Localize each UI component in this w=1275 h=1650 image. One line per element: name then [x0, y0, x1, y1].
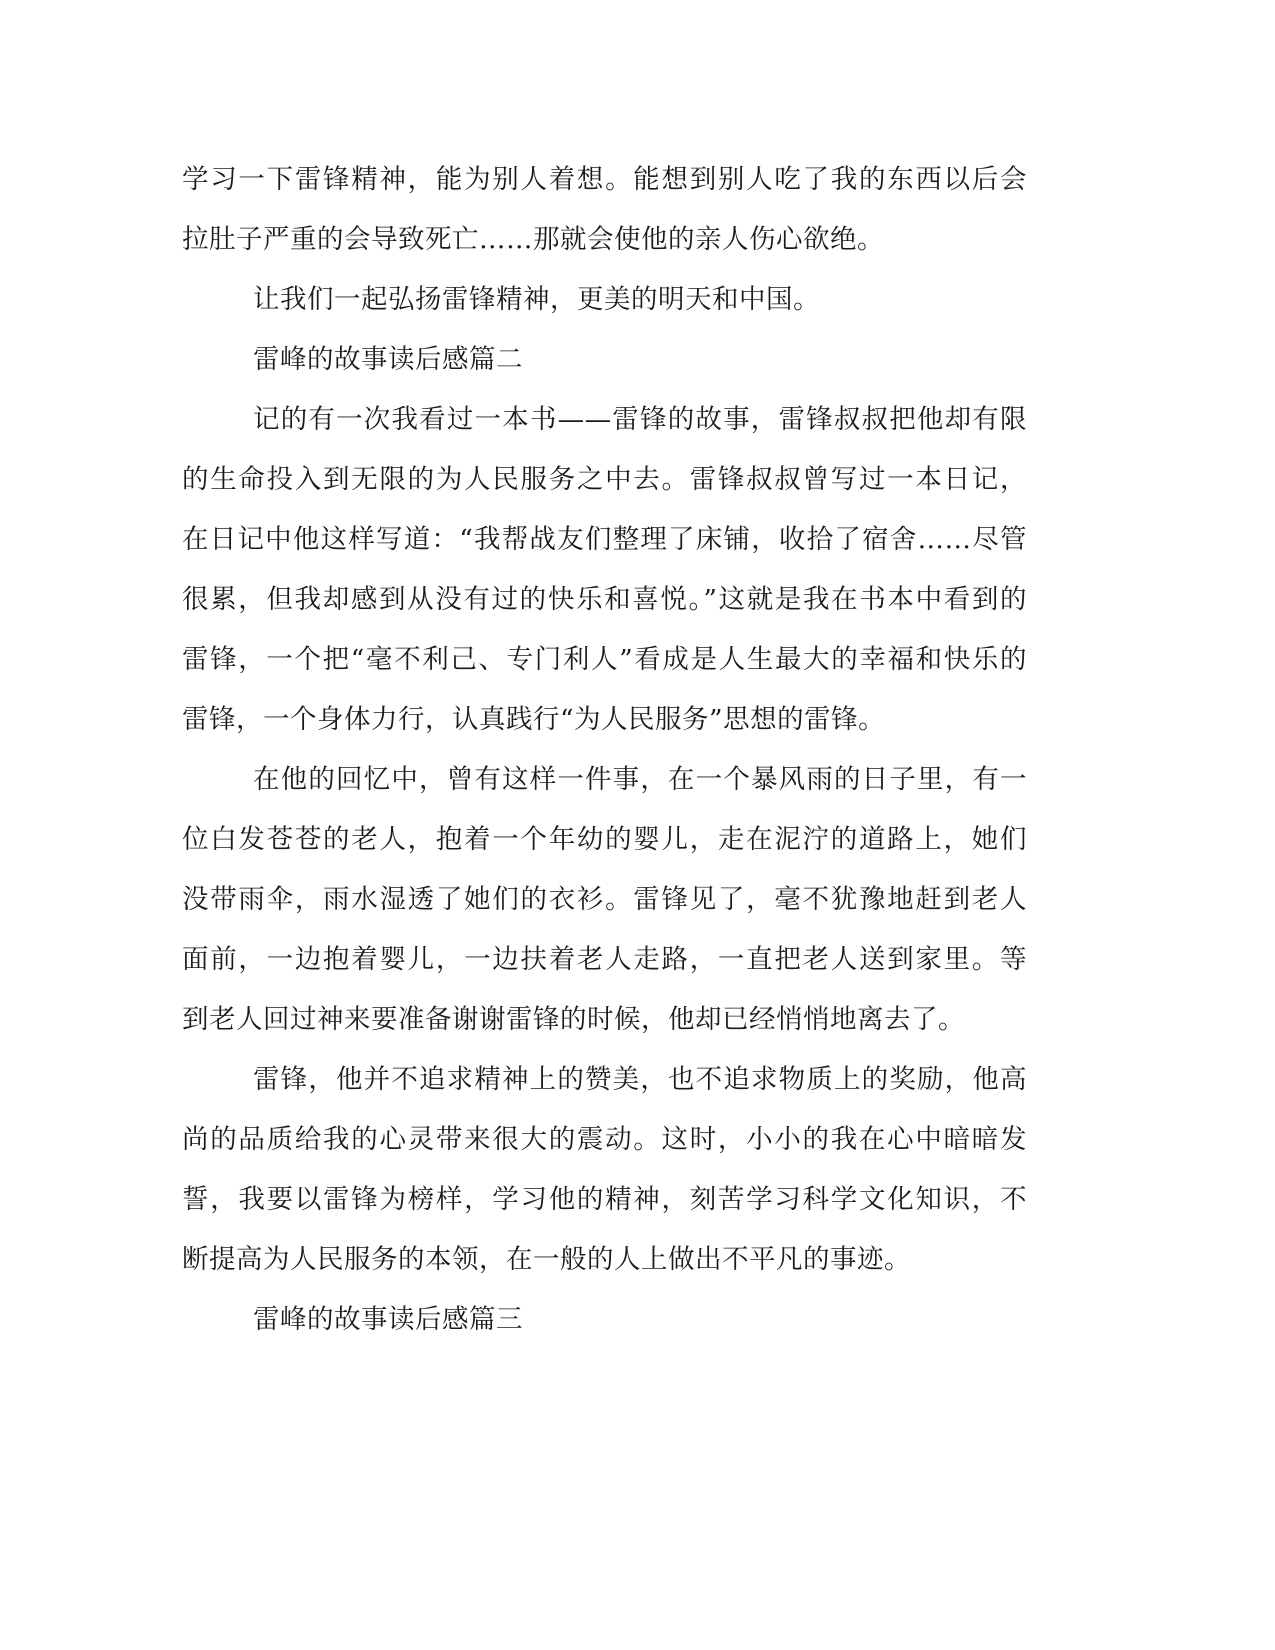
- text-line: 面前，一边抱着婴儿，一边扶着老人走路，一直把老人送到家里。等: [182, 944, 1027, 975]
- text-line: 断提高为人民服务的本领，在一般的人上做出不平凡的事迹。: [182, 1244, 911, 1275]
- heading-text: 雷峰的故事读后感篇二: [253, 344, 523, 375]
- text-line: 誓，我要以雷锋为榜样，学习他的精神，刻苦学习科学文化知识，不: [182, 1184, 1027, 1215]
- text-line: 雷锋，一个把“毫不利己、专门利人”看成是人生最大的幸福和快乐的: [182, 644, 1027, 675]
- paragraph-continuation: [182, 150, 1027, 270]
- text-line: 到老人回过神来要准备谢谢雷锋的时候，他却已经悄悄地离去了。: [182, 1004, 965, 1035]
- paragraph-book-memory: [182, 390, 1027, 750]
- text-line: 的生命投入到无限的为人民服务之中去。雷锋叔叔曾写过一本日记，: [182, 464, 1027, 495]
- text-line: 在他的回忆中，曾有这样一件事，在一个暴风雨的日子里，有一: [253, 764, 1027, 795]
- text-line: 尚的品质给我的心灵带来很大的震动。这时，小小的我在心中暗暗发: [182, 1124, 1027, 1155]
- text-line: 拉肚子严重的会导致死亡……那就会使他的亲人伤心欲绝。: [182, 224, 884, 255]
- document-body: [182, 150, 1027, 1350]
- paragraph-reflection: [182, 1050, 1027, 1290]
- section-heading-part-two: [182, 330, 1027, 390]
- paragraph-call-to-action: [182, 270, 1027, 330]
- text-line: 记的有一次我看过一本书——雷锋的故事，雷锋叔叔把他却有限: [253, 404, 1027, 435]
- text-line: 很累，但我却感到从没有过的快乐和喜悦。”这就是我在书本中看到的: [182, 584, 1027, 615]
- text-line: 让我们一起弘扬雷锋精神，更美的明天和中国。: [253, 284, 820, 315]
- text-line: 雷锋，一个身体力行，认真践行“为人民服务”思想的雷锋。: [182, 704, 886, 735]
- text-line: 没带雨伞，雨水湿透了她们的衣衫。雷锋见了，毫不犹豫地赶到老人: [182, 884, 1027, 915]
- section-heading-part-three: [182, 1290, 1027, 1350]
- paragraph-storm-story: [182, 750, 1027, 1050]
- heading-text: 雷峰的故事读后感篇三: [253, 1304, 523, 1335]
- text-line: 位白发苍苍的老人，抱着一个年幼的婴儿，走在泥泞的道路上，她们: [182, 824, 1027, 855]
- text-line: 雷锋，他并不追求精神上的赞美，也不追求物质上的奖励，他高: [253, 1064, 1027, 1095]
- text-line: 学习一下雷锋精神，能为别人着想。能想到别人吃了我的东西以后会: [182, 164, 1027, 195]
- text-line: 在日记中他这样写道：“我帮战友们整理了床铺，收拾了宿舍……尽管: [182, 524, 1027, 555]
